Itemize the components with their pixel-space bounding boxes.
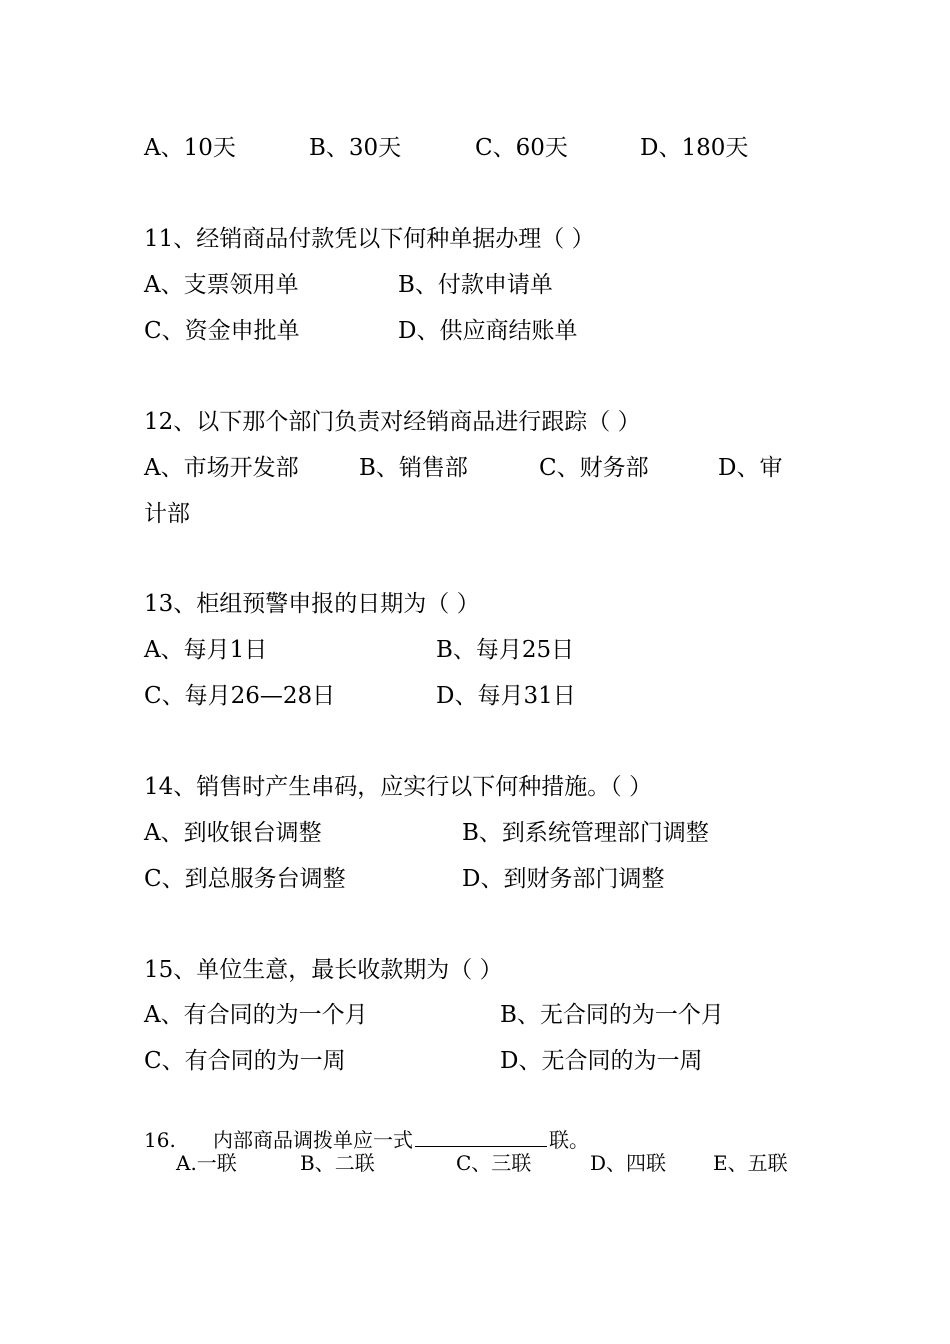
q12-option-c: C、财务部	[539, 455, 649, 481]
q10-option-a: A、10天	[144, 135, 236, 161]
q13-option-d: D、每月31日	[436, 683, 576, 709]
q10-option-d: D、180天	[640, 135, 749, 161]
q16-option-d: D、四联	[590, 1151, 667, 1175]
q16-option-b: B、二联	[300, 1151, 375, 1175]
q10-option-b: B、30天	[309, 135, 402, 161]
q13-option-a: A、每月1日	[144, 637, 268, 663]
q15-option-b: B、无合同的为一个月	[500, 1002, 724, 1028]
q16-stem-after: 联。	[549, 1128, 589, 1152]
q11-option-c: C、资金申批单	[144, 318, 300, 344]
q15-option-d: D、无合同的为一周	[500, 1048, 703, 1074]
q12-option-b: B、销售部	[359, 455, 468, 481]
q13-stem: 13、柜组预警申报的日期为（ ）	[144, 591, 480, 617]
q12-stem: 12、以下那个部门负责对经销商品进行跟踪（ ）	[144, 409, 641, 435]
q14-option-c: C、到总服务台调整	[144, 866, 346, 892]
q16-stem	[213, 1130, 589, 1150]
q10-option-c: C、60天	[475, 135, 568, 161]
q14-option-d: D、到财务部门调整	[462, 866, 665, 892]
q15-stem: 15、单位生意，最长收款期为（ ）	[144, 957, 503, 983]
q15-option-c: C、有合同的为一周	[144, 1048, 346, 1074]
q11-option-d: D、供应商结账单	[398, 318, 578, 344]
q16-option-c: C、三联	[456, 1151, 532, 1175]
q13-option-b: B、每月25日	[436, 637, 575, 663]
q16-option-e: E、五联	[713, 1151, 788, 1175]
q11-stem: 11、经销商品付款凭以下何种单据办理（ ）	[144, 226, 595, 252]
q15-option-a: A、有合同的为一个月	[144, 1002, 368, 1028]
q13-option-c: C、每月26—28日	[144, 683, 336, 709]
q16-number: 16.	[144, 1128, 176, 1152]
q12-option-a: A、市场开发部	[144, 455, 299, 481]
q16-option-a: A.一联	[176, 1151, 237, 1175]
q14-option-b: B、到系统管理部门调整	[462, 820, 709, 846]
q16-answer-blank	[415, 1145, 547, 1147]
q14-option-a: A、到收银台调整	[144, 820, 322, 846]
q11-option-b: B、付款申请单	[398, 272, 553, 298]
q16-stem-before: 内部商品调拨单应一式	[213, 1128, 413, 1152]
q14-stem: 14、销售时产生串码，应实行以下何种措施。（ ）	[144, 774, 653, 800]
q12-option-d-continued: 计部	[144, 501, 190, 527]
q11-option-a: A、支票领用单	[144, 272, 299, 298]
q12-option-d: D、审	[718, 455, 783, 481]
